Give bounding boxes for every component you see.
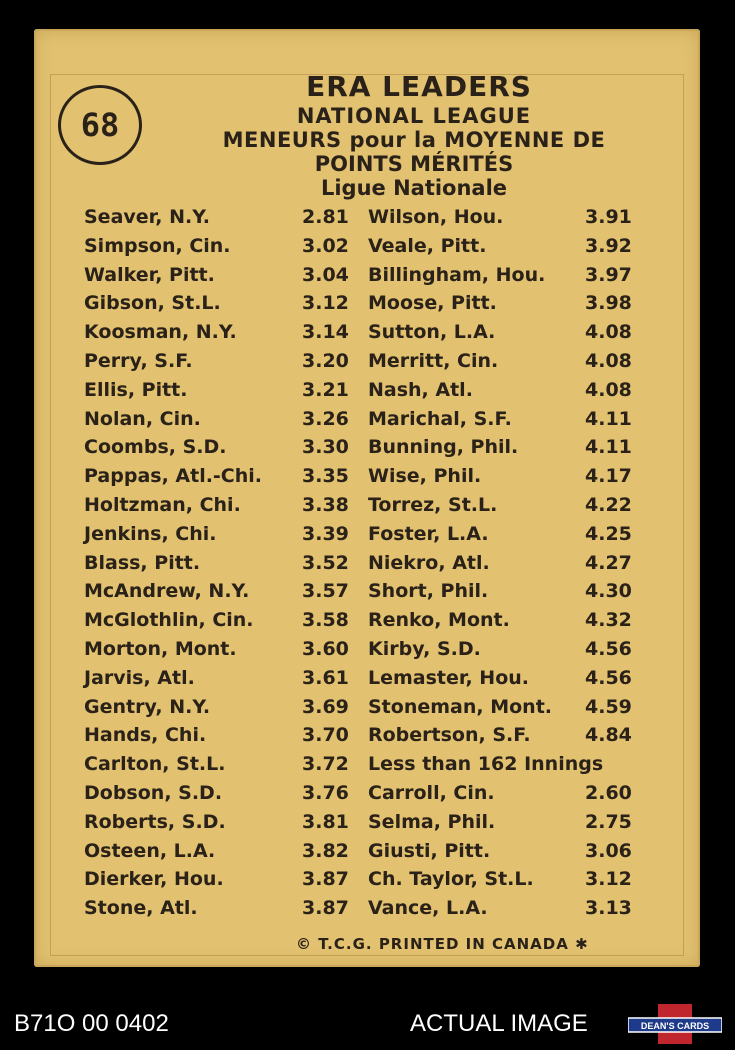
title-french-line-1: MENEURS pour la MOYENNE DE bbox=[222, 128, 606, 152]
left-pitcher-name: Holtzman, Chi. bbox=[84, 494, 241, 516]
right-pitcher-name: Carroll, Cin. bbox=[368, 782, 495, 804]
card-id-caption: B71O 00 0402 bbox=[14, 1010, 169, 1037]
right-pitcher-name: Kirby, S.D. bbox=[368, 638, 481, 660]
table-row bbox=[34, 580, 700, 608]
table-row bbox=[34, 840, 700, 868]
actual-image-caption: ACTUAL IMAGE bbox=[410, 1010, 588, 1037]
left-pitcher-name: Jenkins, Chi. bbox=[84, 522, 217, 545]
left-pitcher-name: Stone, Atl. bbox=[84, 897, 198, 920]
right-era-value: 4.08 bbox=[585, 350, 632, 372]
right-pitcher-name: Veale, Pitt. bbox=[368, 234, 487, 257]
right-era-value: 4.11 bbox=[585, 407, 632, 430]
left-era-value: 3.26 bbox=[302, 407, 349, 430]
right-pitcher-name: Stoneman, Mont. bbox=[368, 695, 552, 718]
table-row bbox=[34, 753, 700, 781]
right-pitcher-name: Lemaster, Hou. bbox=[368, 666, 529, 689]
right-pitcher-name: Billingham, Hou. bbox=[368, 263, 546, 286]
left-pitcher-name: Morton, Mont. bbox=[84, 638, 237, 660]
card-number-badge: 68 bbox=[58, 85, 142, 165]
svg-text:DEAN'S CARDS: DEAN'S CARDS bbox=[640, 1021, 710, 1031]
left-pitcher-name: McGlothlin, Cin. bbox=[84, 609, 254, 632]
left-era-value: 3.82 bbox=[302, 839, 349, 862]
right-era-value: 4.25 bbox=[585, 522, 632, 545]
left-pitcher-name: Koosman, N.Y. bbox=[84, 321, 237, 344]
table-row bbox=[34, 321, 700, 349]
right-era-value: 4.22 bbox=[585, 494, 632, 516]
left-era-value: 3.72 bbox=[302, 753, 349, 776]
left-era-value: 3.39 bbox=[302, 522, 349, 545]
right-era-value: 4.56 bbox=[585, 666, 632, 689]
right-pitcher-name: Less than 162 Innings bbox=[368, 753, 604, 776]
left-era-value: 3.58 bbox=[302, 609, 349, 632]
table-row bbox=[34, 552, 700, 580]
left-pitcher-name: Hands, Chi. bbox=[84, 724, 207, 747]
card-title-block bbox=[154, 70, 674, 200]
table-row bbox=[34, 235, 700, 263]
right-pitcher-name: Marichal, S.F. bbox=[368, 407, 512, 430]
left-pitcher-name: Perry, S.F. bbox=[84, 350, 193, 372]
right-era-value: 3.97 bbox=[585, 263, 632, 286]
table-row bbox=[34, 782, 700, 810]
table-row bbox=[34, 350, 700, 378]
right-pitcher-name: Moose, Pitt. bbox=[368, 292, 497, 315]
right-era-value: 4.08 bbox=[585, 378, 632, 401]
right-era-value: 4.32 bbox=[585, 609, 632, 632]
left-era-value: 3.70 bbox=[302, 724, 349, 747]
right-pitcher-name: Bunning, Phil. bbox=[368, 436, 519, 459]
right-pitcher-name: Sutton, L.A. bbox=[368, 321, 496, 344]
right-pitcher-name: Short, Phil. bbox=[368, 580, 489, 603]
left-pitcher-name: Gibson, St.L. bbox=[84, 292, 221, 315]
table-row bbox=[34, 436, 700, 464]
left-pitcher-name: McAndrew, N.Y. bbox=[84, 580, 250, 603]
right-era-value: 2.75 bbox=[585, 810, 632, 833]
table-row bbox=[34, 696, 700, 724]
left-pitcher-name: Dierker, Hou. bbox=[84, 868, 224, 891]
right-era-value: 3.13 bbox=[585, 897, 632, 920]
right-era-value: 3.06 bbox=[585, 839, 632, 862]
right-pitcher-name: Wilson, Hou. bbox=[368, 206, 504, 228]
card-footer: © T.C.G. PRINTED IN CANADA ✱ bbox=[296, 935, 589, 953]
table-row bbox=[34, 494, 700, 522]
right-era-value: 4.84 bbox=[585, 724, 632, 747]
deans-cards-logo bbox=[628, 1004, 722, 1044]
right-era-value: 3.98 bbox=[585, 292, 632, 315]
left-pitcher-name: Coombs, S.D. bbox=[84, 436, 227, 459]
right-era-value: 4.56 bbox=[585, 638, 632, 660]
left-era-value: 3.38 bbox=[302, 494, 349, 516]
table-row bbox=[34, 408, 700, 436]
left-pitcher-name: Ellis, Pitt. bbox=[84, 378, 188, 401]
left-era-value: 3.02 bbox=[302, 234, 349, 257]
left-era-value: 3.87 bbox=[302, 868, 349, 891]
left-era-value: 3.69 bbox=[302, 695, 349, 718]
table-row bbox=[34, 724, 700, 752]
right-pitcher-name: Merritt, Cin. bbox=[368, 350, 499, 372]
left-era-value: 2.81 bbox=[302, 206, 349, 228]
right-era-value: 4.30 bbox=[585, 580, 632, 603]
right-era-value: 3.91 bbox=[585, 206, 632, 228]
title-french-line-2: POINTS MÉRITÉS bbox=[314, 152, 514, 176]
title-ligue-nationale: Ligue Nationale bbox=[320, 176, 508, 200]
right-pitcher-name: Robertson, S.F. bbox=[368, 724, 531, 747]
table-row bbox=[34, 379, 700, 407]
right-pitcher-name: Giusti, Pitt. bbox=[368, 839, 491, 862]
left-era-value: 3.35 bbox=[302, 465, 349, 488]
left-pitcher-name: Simpson, Cin. bbox=[84, 234, 231, 257]
left-pitcher-name: Nolan, Cin. bbox=[84, 407, 201, 430]
left-pitcher-name: Pappas, Atl.-Chi. bbox=[84, 465, 263, 488]
right-era-value: 4.08 bbox=[585, 321, 632, 344]
right-era-value: 4.17 bbox=[585, 465, 632, 488]
left-era-value: 3.12 bbox=[302, 292, 349, 315]
right-pitcher-name: Selma, Phil. bbox=[368, 810, 496, 833]
left-pitcher-name: Blass, Pitt. bbox=[84, 551, 201, 574]
left-era-value: 3.60 bbox=[302, 638, 349, 660]
right-era-value: 3.12 bbox=[585, 868, 632, 891]
left-era-value: 3.20 bbox=[302, 350, 349, 372]
left-pitcher-name: Gentry, N.Y. bbox=[84, 695, 211, 718]
table-row bbox=[34, 638, 700, 666]
right-pitcher-name: Nash, Atl. bbox=[368, 378, 473, 401]
right-pitcher-name: Torrez, St.L. bbox=[368, 494, 498, 516]
left-pitcher-name: Walker, Pitt. bbox=[84, 263, 215, 286]
right-pitcher-name: Renko, Mont. bbox=[368, 609, 510, 632]
left-pitcher-name: Roberts, S.D. bbox=[84, 810, 226, 833]
table-row bbox=[34, 523, 700, 551]
table-row bbox=[34, 292, 700, 320]
right-pitcher-name: Wise, Phil. bbox=[368, 465, 482, 488]
table-row bbox=[34, 897, 700, 925]
title-national-league: NATIONAL LEAGUE bbox=[296, 104, 532, 128]
right-era-value: 2.60 bbox=[585, 782, 632, 804]
left-era-value: 3.30 bbox=[302, 436, 349, 459]
left-era-value: 3.81 bbox=[302, 810, 349, 833]
right-era-value: 4.27 bbox=[585, 551, 632, 574]
left-pitcher-name: Seaver, N.Y. bbox=[84, 206, 211, 228]
title-era-leaders: ERA LEADERS bbox=[306, 70, 532, 103]
left-era-value: 3.04 bbox=[302, 263, 349, 286]
left-era-value: 3.21 bbox=[302, 378, 349, 401]
left-era-value: 3.76 bbox=[302, 782, 349, 804]
table-row bbox=[34, 811, 700, 839]
table-row bbox=[34, 667, 700, 695]
right-era-value: 3.92 bbox=[585, 234, 632, 257]
table-row bbox=[34, 609, 700, 637]
table-row bbox=[34, 465, 700, 493]
right-pitcher-name: Vance, L.A. bbox=[368, 897, 488, 920]
left-pitcher-name: Dobson, S.D. bbox=[84, 782, 223, 804]
left-era-value: 3.87 bbox=[302, 897, 349, 920]
left-pitcher-name: Osteen, L.A. bbox=[84, 839, 216, 862]
right-pitcher-name: Ch. Taylor, St.L. bbox=[368, 868, 534, 891]
right-pitcher-name: Foster, L.A. bbox=[368, 522, 489, 545]
left-era-value: 3.14 bbox=[302, 321, 349, 344]
baseball-card-back bbox=[34, 29, 700, 967]
left-pitcher-name: Carlton, St.L. bbox=[84, 753, 226, 776]
table-row bbox=[34, 206, 700, 234]
left-era-value: 3.61 bbox=[302, 666, 349, 689]
left-era-value: 3.52 bbox=[302, 551, 349, 574]
table-row bbox=[34, 264, 700, 292]
right-era-value: 4.11 bbox=[585, 436, 632, 459]
table-row bbox=[34, 868, 700, 896]
left-era-value: 3.57 bbox=[302, 580, 349, 603]
left-pitcher-name: Jarvis, Atl. bbox=[84, 666, 195, 689]
right-pitcher-name: Niekro, Atl. bbox=[368, 551, 490, 574]
right-era-value: 4.59 bbox=[585, 695, 632, 718]
